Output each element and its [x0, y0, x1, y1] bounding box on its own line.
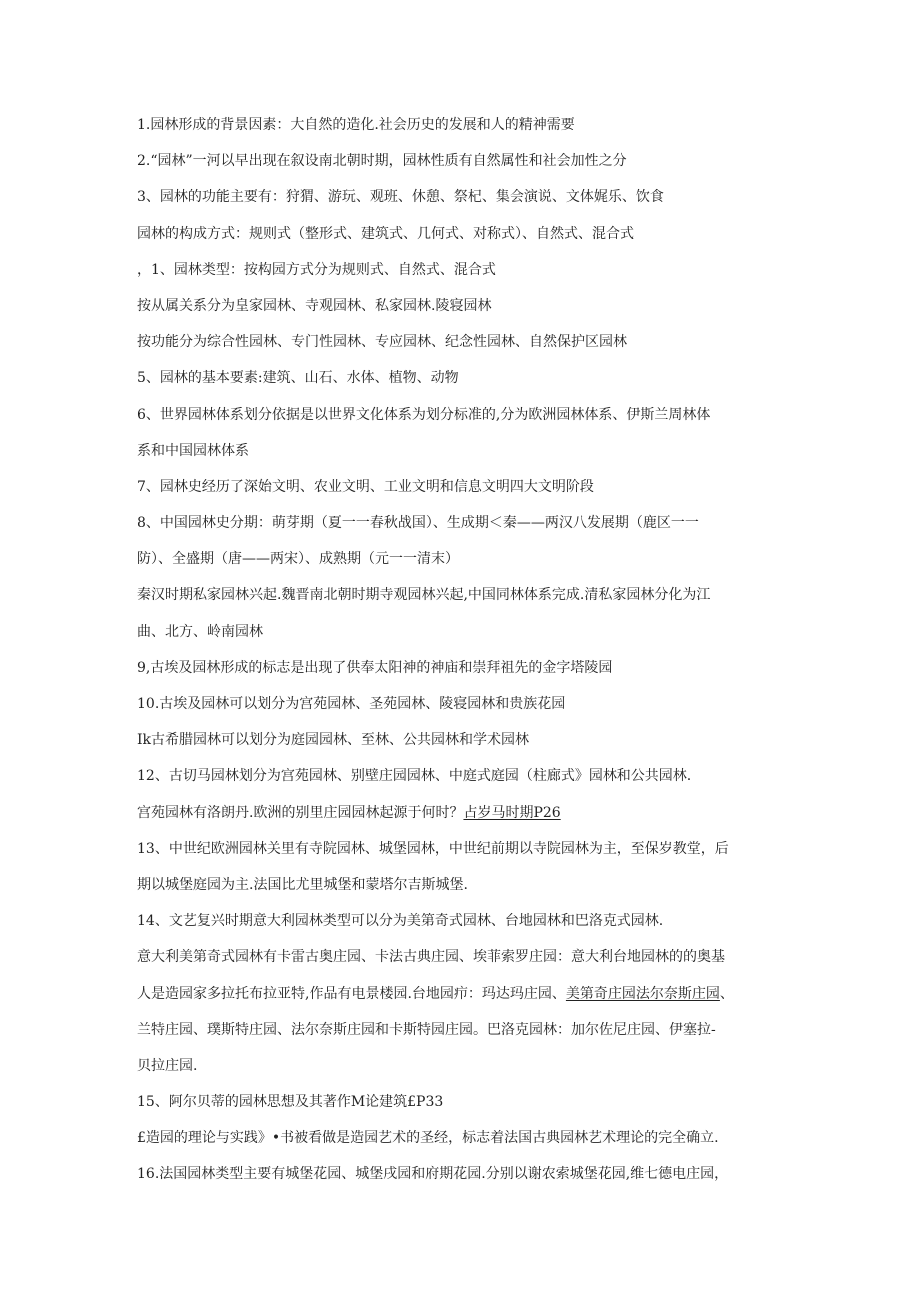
text-line: 1.园林形成的背景因素：大自然的造化.社会历史的发展和人的精神需要	[137, 117, 575, 133]
underlined-text: 占岁马时期P26	[463, 804, 561, 821]
text-line: 14、文艺复兴时期意大利园林类型可以分为美第奇式园林、台地园林和巴洛克式园林.	[137, 913, 664, 930]
text-run: 、	[719, 985, 734, 1002]
text-run: 人是造园家多拉托布拉亚特,作品有电景楼园.台地园疖：玛达玛庄园、	[137, 985, 566, 1002]
text-line: £造园的理论与实践》•书被看做是造园艺术的圣经，标志着法国古典园林艺术理论的完全确立.	[137, 1130, 719, 1147]
text-line	[137, 976, 785, 1012]
text-line: 10.古埃及园林可以划分为宫苑园林、圣苑园林、陵寝园林和贵族花园	[137, 696, 566, 712]
text-line: 按功能分为综合性园林、专门性园林、专应园林、纪念性园林、自然保护区园林	[137, 334, 627, 351]
text-line: 9,古埃及园林形成的标志是出现了供奉太阳神的神庙和崇拜祖先的金字塔陵园	[137, 659, 613, 676]
text-line: 2.“园林”一河以早出现在叙设南北朝时期，园林性质有自然属性和社会加性之分	[137, 153, 627, 170]
text-line: 防）、全盛期（唐——两宋）、成熟期（元一一清末）	[137, 551, 459, 568]
text-line: ，1、园林类型：按构园方式分为规则式、自然式、混合式	[137, 261, 496, 278]
text-line: 5、园林的基本要素:建筑、山石、水体、植物、动物	[137, 370, 459, 387]
text-line: 12、古切马园林划分为宫苑园林、别壁庄园园林、中庭式庭园（柱廊式》园林和公共园林.	[137, 768, 692, 785]
text-line: 期以城堡庭园为主.法国比尤里城堡和蒙塔尔吉斯城堡.	[137, 876, 468, 893]
text-line: Ik古希腊园林可以划分为庭园园林、至林、公共园林和学术园林	[137, 732, 530, 749]
text-line: 8、中国园林史分期：萌芽期（夏一一春秋战国）、生成期＜秦——两汉八发展期（鹿区一一	[137, 515, 699, 532]
text-line	[137, 795, 785, 831]
text-line: 6、世界园林体系划分依据是以世界文化体系为划分标准的,分为欧洲园林体系、伊斯兰周林体	[137, 406, 711, 423]
text-run: 宫苑园林有洛朗丹.欧洲的别里庄园园林起源于何时？	[137, 804, 464, 821]
text-line: 7、园林史经历了深始文明、农业文明、工业文明和信息文明四大文明阶段	[137, 478, 594, 495]
text-line: 系和中国园林体系	[137, 442, 249, 459]
text-line: 秦汉时期私家园林兴起.魏晋南北朝时期寺观园林兴起,中国同林体系完成.清私家园林分化为江	[137, 587, 711, 604]
text-line: 3、园林的功能主要有：狩猬、游玩、观班、休憩、祭杞、集会演说、文体娓乐、饮食	[137, 189, 664, 206]
text-line: 意大利美第奇式园林有卡雷古奥庄园、卡法古典庄园、埃菲索罗庄园：意大利台地园林的的奥基	[137, 949, 725, 966]
text-line: 贝拉庄园.	[137, 1057, 198, 1074]
text-line: 13、中世纪欧洲园林关里有寺院园林、城堡园林，中世纪前期以寺院园林为主，至保岁教堂，后	[137, 840, 729, 857]
text-line: 园林的构成方式：规则式（整形式、建筑式、几何式、对称式）、自然式、混合式	[137, 225, 634, 242]
text-line: 16.法国园林类型主要有城堡花园、城堡戌园和府期花园.分别以谢农索城堡花园,维七德电庄园，	[137, 1166, 729, 1183]
document-body	[137, 107, 785, 1193]
text-line: 按从属关系分为皇家园林、寺观园林、私家园林.陵寝园林	[137, 297, 492, 314]
text-line: 15、阿尔贝蒂的园林思想及其著作M论建筑£P33	[137, 1094, 444, 1111]
text-line: 曲、北方、岭南园林	[137, 623, 263, 640]
underlined-text: 美第奇庄园法尔奈斯庄园	[565, 985, 720, 1002]
text-line: 兰特庄园、璞斯特庄园、法尔奈斯庄园和卡斯特园庄园。巴洛克园林：加尔佐尼庄园、伊塞拉-	[137, 1021, 716, 1038]
